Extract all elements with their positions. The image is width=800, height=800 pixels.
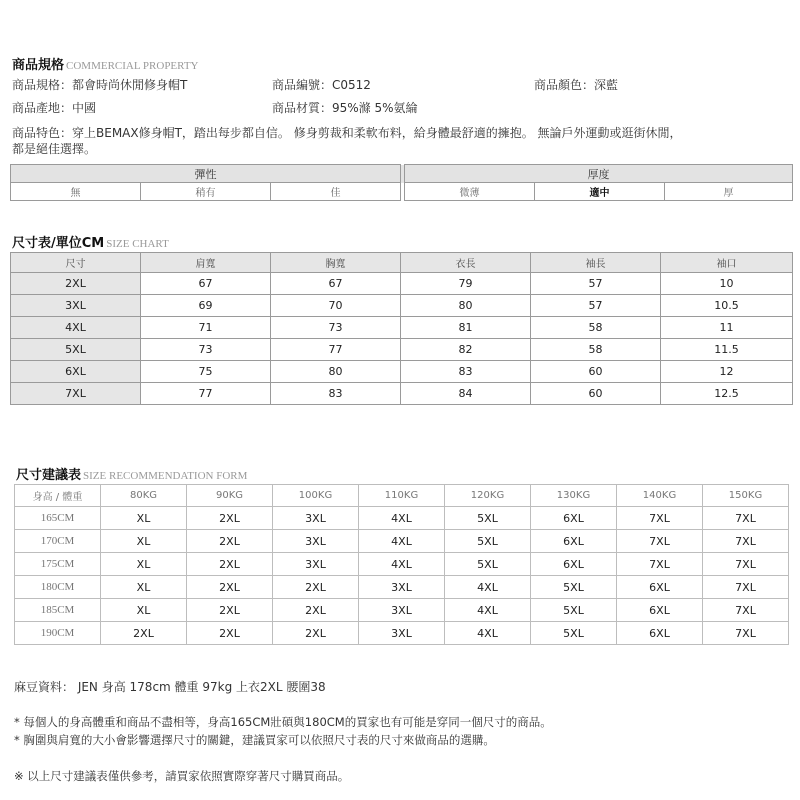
- height-label-cell: 185CM: [15, 599, 101, 622]
- size-chart-cell: 80: [271, 361, 401, 383]
- size-chart-cell: 84: [401, 383, 531, 405]
- recommended-size-cell: 4XL: [445, 576, 531, 599]
- recommendation-title-en: SIZE RECOMMENDATION FORM: [83, 470, 248, 482]
- height-label-cell: 175CM: [15, 553, 101, 576]
- size-chart-cell: 79: [401, 273, 531, 295]
- note-1: * 每個人的身高體重和商品不盡相等，身高165CM壯碩與180CM的買家也有可能是穿同一個尺寸的商品。: [14, 715, 552, 729]
- recommended-size-cell: 7XL: [703, 622, 789, 645]
- size-chart-cell: 80: [401, 295, 531, 317]
- recommended-size-cell: XL: [101, 599, 187, 622]
- recommended-size-cell: XL: [101, 553, 187, 576]
- recommended-size-cell: 6XL: [531, 507, 617, 530]
- spec-section-title: [12, 54, 199, 73]
- recommended-size-cell: 3XL: [273, 507, 359, 530]
- recommended-size-cell: 4XL: [445, 622, 531, 645]
- table-row: [15, 507, 789, 530]
- recommended-size-cell: 2XL: [187, 599, 273, 622]
- size-chart-cell: 73: [271, 317, 401, 339]
- size-label-cell: 3XL: [11, 295, 141, 317]
- table-row: [15, 553, 789, 576]
- recommended-size-cell: 6XL: [531, 553, 617, 576]
- recommended-size-cell: 2XL: [273, 599, 359, 622]
- size-chart-header-cell: 尺寸: [11, 253, 141, 273]
- spec-feature-line2: 都是絕佳選擇。: [12, 142, 97, 156]
- size-chart-cell: 12: [661, 361, 793, 383]
- size-chart-cell: 77: [271, 339, 401, 361]
- spec-name: 商品規格：都會時尚休閒修身帽T: [12, 78, 188, 92]
- size-chart-header-cell: 袖長: [531, 253, 661, 273]
- size-chart-cell: 60: [531, 361, 661, 383]
- recommended-size-cell: 2XL: [187, 507, 273, 530]
- recommendation-header-cell: 身高 / 體重: [15, 485, 101, 507]
- property-table: [10, 164, 793, 201]
- recommended-size-cell: 6XL: [617, 599, 703, 622]
- size-chart-cell: 71: [141, 317, 271, 339]
- size-chart-cell: 67: [271, 273, 401, 295]
- recommendation-header-cell: 120KG: [445, 485, 531, 507]
- table-row: [15, 530, 789, 553]
- size-chart-cell: 10.5: [661, 295, 793, 317]
- elasticity-option: 無: [11, 183, 141, 201]
- note-2: * 胸圍與肩寬的大小會影響選擇尺寸的關鍵，建議買家可以依照尺寸表的尺寸來做商品的選購。: [14, 733, 495, 747]
- size-chart-header-cell: 胸寬: [271, 253, 401, 273]
- size-chart-cell: 67: [141, 273, 271, 295]
- recommended-size-cell: XL: [101, 530, 187, 553]
- size-chart-cell: 77: [141, 383, 271, 405]
- size-chart-cell: 70: [271, 295, 401, 317]
- size-chart-header-cell: 袖口: [661, 253, 793, 273]
- size-chart-header-cell: 衣長: [401, 253, 531, 273]
- size-chart-cell: 83: [271, 383, 401, 405]
- size-chart-cell: 73: [141, 339, 271, 361]
- recommended-size-cell: 2XL: [187, 553, 273, 576]
- spec-color: 商品顏色：深藍: [534, 78, 619, 92]
- elasticity-header: 彈性: [11, 165, 401, 183]
- recommended-size-cell: 4XL: [445, 599, 531, 622]
- size-chart-title-en: SIZE CHART: [106, 238, 169, 250]
- recommended-size-cell: 7XL: [703, 576, 789, 599]
- property-options-row: [11, 183, 793, 201]
- recommended-size-cell: 3XL: [359, 622, 445, 645]
- recommendation-title: 尺寸建議表: [16, 468, 82, 483]
- size-chart-cell: 12.5: [661, 383, 793, 405]
- thickness-option-selected: 適中: [535, 183, 665, 201]
- recommended-size-cell: 5XL: [445, 507, 531, 530]
- spec-origin: 商品產地：中國: [12, 101, 97, 115]
- height-label-cell: 170CM: [15, 530, 101, 553]
- size-chart-header-row: [11, 253, 793, 273]
- size-chart-cell: 60: [531, 383, 661, 405]
- table-row: [15, 599, 789, 622]
- size-chart-table: [10, 252, 793, 405]
- recommended-size-cell: 3XL: [273, 530, 359, 553]
- recommended-size-cell: 7XL: [617, 553, 703, 576]
- spec-material: 商品材質：95%滌 5%氨綸: [272, 101, 418, 115]
- size-label-cell: 2XL: [11, 273, 141, 295]
- table-row: [11, 295, 793, 317]
- recommendation-header-row: [15, 485, 789, 507]
- recommendation-header-cell: 150KG: [703, 485, 789, 507]
- recommended-size-cell: 6XL: [617, 622, 703, 645]
- thickness-option: 微薄: [405, 183, 535, 201]
- recommendation-header-cell: 90KG: [187, 485, 273, 507]
- thickness-header: 厚度: [405, 165, 793, 183]
- size-chart-cell: 83: [401, 361, 531, 383]
- height-label-cell: 190CM: [15, 622, 101, 645]
- recommendation-header-cell: 140KG: [617, 485, 703, 507]
- size-chart-cell: 58: [531, 339, 661, 361]
- table-row: [15, 576, 789, 599]
- height-label-cell: 180CM: [15, 576, 101, 599]
- size-label-cell: 4XL: [11, 317, 141, 339]
- recommended-size-cell: 4XL: [359, 507, 445, 530]
- recommended-size-cell: 7XL: [617, 530, 703, 553]
- recommended-size-cell: 2XL: [187, 530, 273, 553]
- recommended-size-cell: 7XL: [703, 507, 789, 530]
- property-header-row: [11, 165, 793, 183]
- recommended-size-cell: 5XL: [531, 576, 617, 599]
- recommended-size-cell: 4XL: [359, 553, 445, 576]
- size-chart-cell: 57: [531, 295, 661, 317]
- recommended-size-cell: 2XL: [187, 622, 273, 645]
- recommended-size-cell: 2XL: [273, 622, 359, 645]
- size-chart-cell: 11: [661, 317, 793, 339]
- recommended-size-cell: 5XL: [445, 530, 531, 553]
- recommended-size-cell: 2XL: [187, 576, 273, 599]
- table-row: [11, 383, 793, 405]
- spec-title-en: COMMERCIAL PROPERTY: [66, 60, 199, 72]
- size-label-cell: 5XL: [11, 339, 141, 361]
- size-chart-cell: 11.5: [661, 339, 793, 361]
- recommended-size-cell: 4XL: [359, 530, 445, 553]
- height-label-cell: 165CM: [15, 507, 101, 530]
- elasticity-option: 稍有: [141, 183, 271, 201]
- table-row: [11, 273, 793, 295]
- recommendation-header-cell: 130KG: [531, 485, 617, 507]
- table-row: [11, 339, 793, 361]
- recommended-size-cell: 2XL: [273, 576, 359, 599]
- size-chart-cell: 58: [531, 317, 661, 339]
- size-label-cell: 6XL: [11, 361, 141, 383]
- recommended-size-cell: 6XL: [531, 530, 617, 553]
- recommended-size-cell: 3XL: [273, 553, 359, 576]
- size-chart-cell: 82: [401, 339, 531, 361]
- size-chart-section-title: [12, 232, 169, 251]
- recommended-size-cell: XL: [101, 576, 187, 599]
- size-chart-title: 尺寸表/單位CM: [12, 236, 105, 251]
- recommendation-table: [14, 484, 789, 645]
- recommended-size-cell: 3XL: [359, 576, 445, 599]
- thickness-option: 厚: [665, 183, 793, 201]
- recommendation-section-title: [16, 464, 247, 483]
- size-chart-cell: 75: [141, 361, 271, 383]
- recommended-size-cell: 5XL: [531, 622, 617, 645]
- elasticity-option: 佳: [271, 183, 401, 201]
- recommended-size-cell: 2XL: [101, 622, 187, 645]
- recommended-size-cell: 7XL: [703, 530, 789, 553]
- table-row: [11, 361, 793, 383]
- size-label-cell: 7XL: [11, 383, 141, 405]
- recommended-size-cell: 3XL: [359, 599, 445, 622]
- recommended-size-cell: 5XL: [531, 599, 617, 622]
- table-row: [15, 622, 789, 645]
- size-chart-cell: 81: [401, 317, 531, 339]
- recommended-size-cell: 7XL: [703, 599, 789, 622]
- recommended-size-cell: 7XL: [617, 507, 703, 530]
- spec-title: 商品規格: [12, 58, 65, 73]
- recommended-size-cell: 6XL: [617, 576, 703, 599]
- recommended-size-cell: 5XL: [445, 553, 531, 576]
- recommended-size-cell: XL: [101, 507, 187, 530]
- recommendation-header-cell: 80KG: [101, 485, 187, 507]
- size-chart-cell: 57: [531, 273, 661, 295]
- table-row: [11, 317, 793, 339]
- size-chart-cell: 69: [141, 295, 271, 317]
- recommended-size-cell: 7XL: [703, 553, 789, 576]
- note-3: ※ 以上尺寸建議表僅供參考，請買家依照實際穿著尺寸購買商品。: [14, 769, 350, 783]
- size-chart-cell: 10: [661, 273, 793, 295]
- spec-code: 商品編號：C0512: [272, 78, 371, 92]
- model-info: 麻豆資料： JEN 身高 178cm 體重 97kg 上衣2XL 腰圍38: [14, 680, 326, 694]
- spec-feature-line1: 商品特色：穿上BEMAX修身帽T，踏出每步都自信。 修身剪裁和柔軟布料，給身體最舒適的擁抱。 無論戶外運動或逛街休閒，: [12, 126, 682, 140]
- size-chart-header-cell: 肩寬: [141, 253, 271, 273]
- recommendation-header-cell: 110KG: [359, 485, 445, 507]
- recommendation-header-cell: 100KG: [273, 485, 359, 507]
